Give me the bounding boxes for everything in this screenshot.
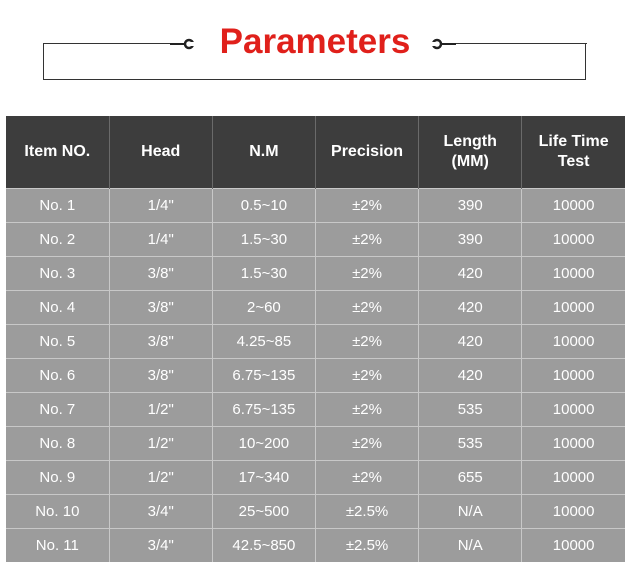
wrench-icon: [432, 37, 456, 51]
table-cell: No. 8: [6, 427, 109, 461]
table-cell: 10000: [522, 427, 625, 461]
column-header: Precision: [315, 116, 418, 189]
table-cell: 390: [419, 189, 522, 223]
table-row: [6, 359, 625, 393]
table-cell: 10~200: [212, 427, 315, 461]
table-cell: 10000: [522, 291, 625, 325]
table-cell: ±2%: [315, 325, 418, 359]
table-cell: 10000: [522, 257, 625, 291]
column-header: Life Time Test: [522, 116, 625, 189]
table-cell: No. 2: [6, 223, 109, 257]
column-header: Length (MM): [419, 116, 522, 189]
table-cell: No. 7: [6, 393, 109, 427]
table-cell: No. 9: [6, 461, 109, 495]
table-cell: 10000: [522, 359, 625, 393]
table-cell: 420: [419, 359, 522, 393]
table-cell: 3/4": [109, 529, 212, 563]
table-cell: 655: [419, 461, 522, 495]
page-title: Parameters: [200, 20, 430, 64]
table-row: [6, 461, 625, 495]
table-cell: 420: [419, 257, 522, 291]
table-cell: 1.5~30: [212, 223, 315, 257]
table-row: [6, 495, 625, 529]
parameters-table: [6, 116, 625, 562]
table-header-row: [6, 116, 625, 189]
column-header: Item NO.: [6, 116, 109, 189]
table-cell: ±2%: [315, 393, 418, 427]
table-cell: 17~340: [212, 461, 315, 495]
table-cell: 535: [419, 393, 522, 427]
table-cell: 10000: [522, 393, 625, 427]
table-cell: ±2.5%: [315, 495, 418, 529]
table-cell: 10000: [522, 461, 625, 495]
table-body: [6, 189, 625, 563]
table-cell: 1.5~30: [212, 257, 315, 291]
table-cell: 1/4": [109, 189, 212, 223]
table-row: [6, 189, 625, 223]
table-cell: 10000: [522, 223, 625, 257]
table-row: [6, 223, 625, 257]
table-cell: 3/8": [109, 359, 212, 393]
table-row: [6, 427, 625, 461]
table-cell: 3/4": [109, 495, 212, 529]
table-row: [6, 257, 625, 291]
table-cell: ±2%: [315, 257, 418, 291]
table-cell: 4.25~85: [212, 325, 315, 359]
table-cell: No. 11: [6, 529, 109, 563]
table-cell: 2~60: [212, 291, 315, 325]
table-row: [6, 393, 625, 427]
column-header: Head: [109, 116, 212, 189]
table-cell: 42.5~850: [212, 529, 315, 563]
table-cell: ±2%: [315, 189, 418, 223]
table-cell: 3/8": [109, 325, 212, 359]
table-cell: ±2%: [315, 427, 418, 461]
table-cell: No. 3: [6, 257, 109, 291]
table-cell: N/A: [419, 495, 522, 529]
table-cell: 420: [419, 325, 522, 359]
table-cell: 0.5~10: [212, 189, 315, 223]
table-cell: 10000: [522, 189, 625, 223]
table-cell: 6.75~135: [212, 359, 315, 393]
table-cell: 10000: [522, 325, 625, 359]
table-cell: 1/2": [109, 461, 212, 495]
column-header: N.M: [212, 116, 315, 189]
table-cell: 10000: [522, 495, 625, 529]
table-cell: 6.75~135: [212, 393, 315, 427]
title-frame-line-left: [43, 43, 171, 44]
table-cell: 1/2": [109, 393, 212, 427]
table-cell: 420: [419, 291, 522, 325]
table-cell: 1/2": [109, 427, 212, 461]
wrench-icon: [170, 37, 194, 51]
table-cell: ±2%: [315, 359, 418, 393]
table-cell: 3/8": [109, 257, 212, 291]
table-cell: 1/4": [109, 223, 212, 257]
table-cell: No. 1: [6, 189, 109, 223]
table-cell: ±2%: [315, 223, 418, 257]
table-cell: ±2.5%: [315, 529, 418, 563]
table-cell: ±2%: [315, 291, 418, 325]
table-cell: N/A: [419, 529, 522, 563]
table-row: [6, 529, 625, 563]
table-cell: No. 10: [6, 495, 109, 529]
table-row: [6, 291, 625, 325]
table-cell: 390: [419, 223, 522, 257]
table-cell: No. 6: [6, 359, 109, 393]
table-cell: 10000: [522, 529, 625, 563]
table-cell: No. 4: [6, 291, 109, 325]
table-cell: 3/8": [109, 291, 212, 325]
table-row: [6, 325, 625, 359]
table-cell: 535: [419, 427, 522, 461]
table-cell: ±2%: [315, 461, 418, 495]
table-cell: 25~500: [212, 495, 315, 529]
title-frame-line-right: [455, 43, 587, 44]
table-cell: No. 5: [6, 325, 109, 359]
